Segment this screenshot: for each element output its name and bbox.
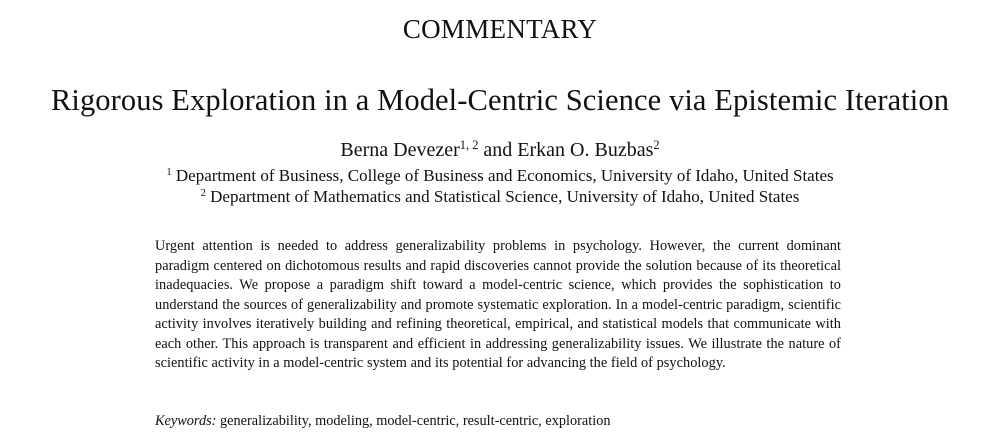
keywords [155,413,855,430]
affiliation-number: 1 [166,167,172,179]
paper-title: Rigorous Exploration in a Model-Centric Science via Epistemic Iteration [50,83,950,117]
abstract: Urgent attention is needed to address generalizability problems in psychology. However, the current dominant paradigm centered on dichotomous results and rapid discoveries cannot provide the solution because of its theoretical inadequacies. We propose a paradigm shift toward a model-centric science, which provides the sophistication to understand the sources of generalizability and promote systematic exploration. In a model-centric paradigm, scientific activity involves iteratively building and refining theoretical, empirical, and statistical models that communicate with each other. This approach is transparent and efficient in addressing generalizability issues. We illustrate the nature of scientific activity in a model-centric system and its potential for advancing the field of psychology. [155,238,841,371]
affiliation [0,166,1000,186]
author-name[interactable]: Erkan O. Buzbas [517,139,654,161]
author-conjunction: and [483,139,513,161]
keywords-label: Keywords: [155,413,217,429]
affiliation-text: Department of Business, College of Business and Economics, University of Idaho, United States [175,166,834,185]
author-affiliation-marker: 1, 2 [459,138,479,153]
author-name[interactable]: Berna Devezer [340,139,460,161]
affiliation-number: 2 [200,188,206,200]
affiliation [0,187,1000,207]
section-label: COMMENTARY [402,14,598,44]
author-affiliation-marker: 2 [653,138,660,153]
keywords-list: generalizability, modeling, model-centric, result-centric, exploration [220,413,611,429]
author-line [0,139,1000,162]
affiliation-text: Department of Mathematics and Statistical Science, University of Idaho, United States [210,187,800,206]
